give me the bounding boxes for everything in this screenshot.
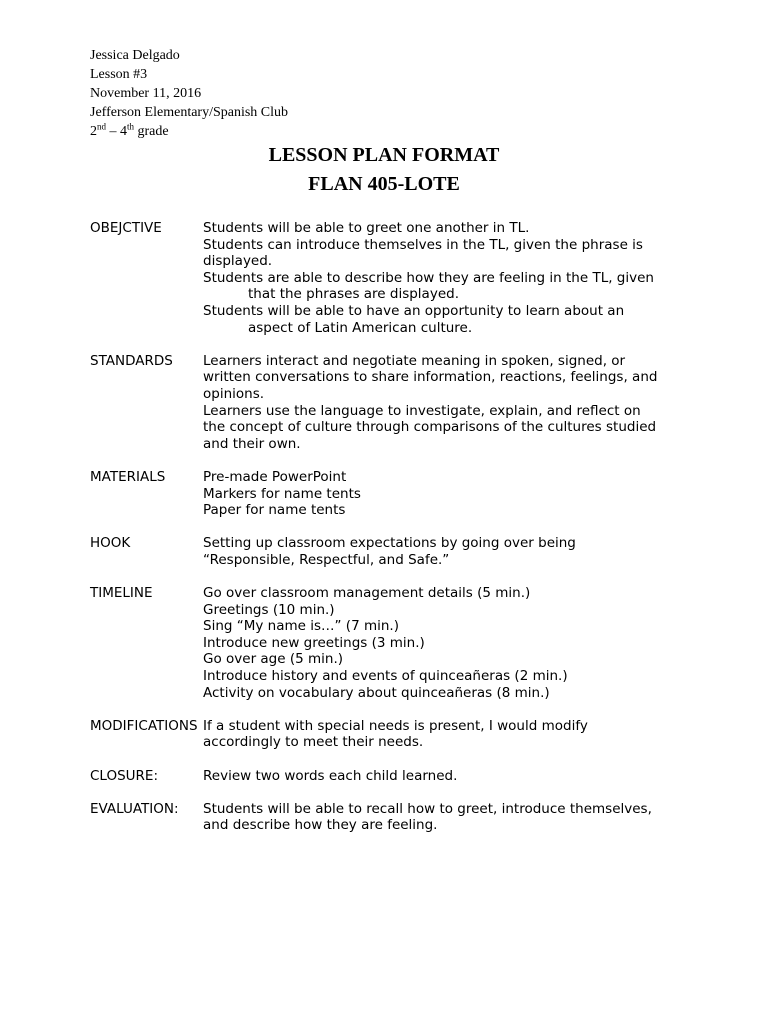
section-label: CLOSURE: xyxy=(90,767,159,784)
grade-end: 4 xyxy=(120,124,127,139)
school-name: Jefferson Elementary/Spanish Club xyxy=(90,105,289,120)
section-body xyxy=(203,220,690,336)
section-line: Introduce new greetings (3 min.) xyxy=(203,634,425,651)
section-body xyxy=(203,585,690,701)
section-modifications xyxy=(90,718,690,751)
section-line: Activity on vocabulary about quinceañeras (8 min.) xyxy=(203,684,550,701)
section-line: displayed. xyxy=(203,253,273,270)
section-line: Go over age (5 min.) xyxy=(203,651,344,668)
document-header xyxy=(90,46,288,141)
section-line: Go over classroom management details (5 min.) xyxy=(203,585,531,602)
section-label: MODIFICATIONS xyxy=(90,717,198,734)
section-closure xyxy=(90,768,690,785)
section-line: the concept of culture through comparisons of the cultures studied xyxy=(203,419,657,436)
section-line: Pre-made PowerPoint xyxy=(203,468,347,485)
section-body xyxy=(203,535,690,568)
section-body xyxy=(203,768,690,785)
section-line: Introduce history and events of quinceañeras (2 min.) xyxy=(203,668,568,685)
grade-word: grade xyxy=(134,124,169,139)
section-label: TIMELINE xyxy=(90,585,153,602)
section-line: “Responsible, Respectful, and Safe.” xyxy=(203,551,450,568)
section-body xyxy=(203,469,690,519)
author-name: Jessica Delgado xyxy=(90,48,180,63)
section-body xyxy=(203,801,690,834)
grade-start: 2 xyxy=(90,124,97,139)
section-line: written conversations to share information, reactions, feelings, and xyxy=(203,369,658,386)
document-title: LESSON PLAN FORMAT xyxy=(268,144,500,166)
section-line: Students will be able to greet one another in TL. xyxy=(203,220,530,236)
section-hook xyxy=(90,535,690,568)
section-line: Students will be able to have an opportunity to learn about an xyxy=(203,302,625,319)
section-line: Students are able to describe how they are feeling in the TL, given xyxy=(203,269,654,286)
section-line: Markers for name tents xyxy=(203,485,361,502)
section-line: Students can introduce themselves in the TL, given the phrase is xyxy=(203,236,643,253)
section-line: that the phrases are displayed. xyxy=(248,286,459,303)
grade-start-suffix: nd xyxy=(97,121,106,132)
grade-end-suffix: th xyxy=(127,121,135,132)
section-line: aspect of Latin American culture. xyxy=(248,319,473,336)
lesson-date: November 11, 2016 xyxy=(90,86,202,101)
grade-level xyxy=(90,122,288,141)
section-line: Greetings (10 min.) xyxy=(203,601,335,618)
section-line: accordingly to meet their needs. xyxy=(203,734,424,751)
section-label: STANDARDS xyxy=(90,352,173,369)
section-line: Setting up classroom expectations by going over being xyxy=(203,535,576,552)
section-line: opinions. xyxy=(203,385,265,402)
document-subtitle: FLAN 405-LOTE xyxy=(308,173,460,195)
section-line: and their own. xyxy=(203,435,301,452)
section-line: Learners interact and negotiate meaning in spoken, signed, or xyxy=(203,352,626,369)
section-body xyxy=(203,718,690,751)
section-objective xyxy=(90,220,690,336)
section-label: HOOK xyxy=(90,535,131,552)
lesson-number: Lesson #3 xyxy=(90,67,148,82)
lesson-sections xyxy=(90,220,690,851)
section-line: If a student with special needs is present, I would modify xyxy=(203,717,588,734)
section-line: Learners use the language to investigate, explain, and reflect on xyxy=(203,402,641,419)
section-line: Sing “My name is…” (7 min.) xyxy=(203,618,399,635)
grade-dash: – xyxy=(106,124,120,139)
section-materials xyxy=(90,469,690,519)
section-evaluation xyxy=(90,801,690,834)
section-line: Students will be able to recall how to greet, introduce themselves, xyxy=(203,800,652,817)
section-body xyxy=(203,353,690,453)
section-line: Paper for name tents xyxy=(203,502,346,519)
section-label: OBEJCTIVE xyxy=(90,220,162,236)
section-timeline xyxy=(90,585,690,701)
section-label: MATERIALS xyxy=(90,468,166,485)
section-standards xyxy=(90,353,690,453)
section-line: and describe how they are feeling. xyxy=(203,817,438,834)
section-line: Review two words each child learned. xyxy=(203,767,458,784)
section-label: EVALUATION: xyxy=(90,800,179,817)
